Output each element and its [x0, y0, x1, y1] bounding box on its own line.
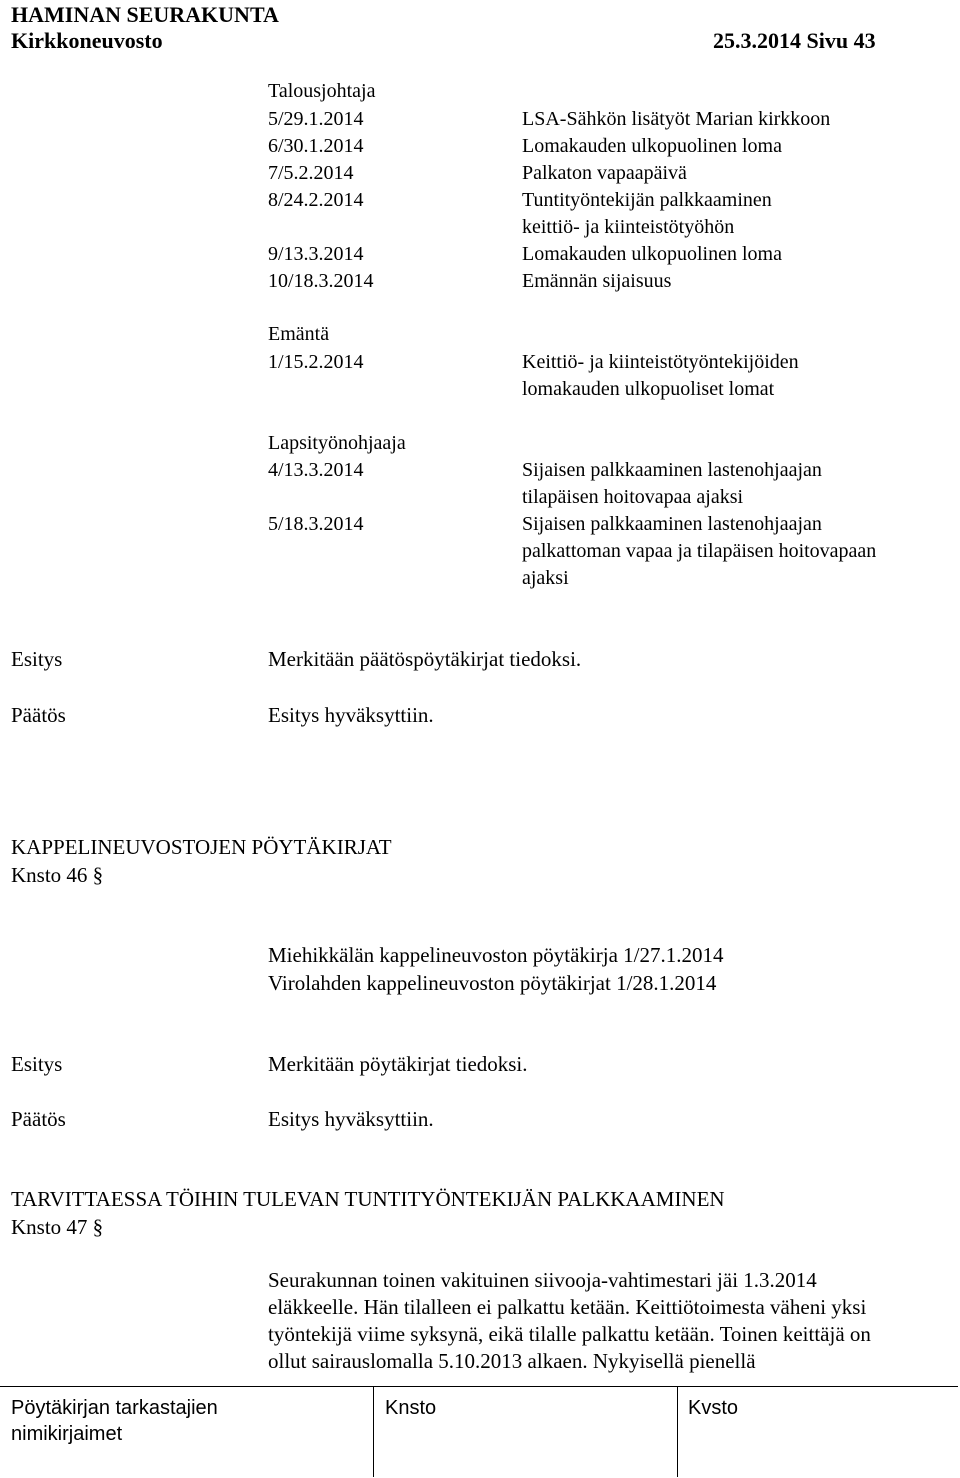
section-title: KAPPELINEUVOSTOJEN PÖYTÄKIRJAT: [11, 835, 392, 859]
footer-divider: [373, 1387, 374, 1477]
decision-date: 5/18.3.2014: [268, 513, 364, 535]
section-title: TARVITTAESSA TÖIHIN TULEVAN TUNTITYÖNTEKIJÄN PALKKAAMINEN: [11, 1187, 725, 1211]
signature-footer: [0, 1386, 958, 1477]
decision-heading-emanta: Emäntä: [268, 323, 330, 345]
knsto-paragraph: Knsto 47 §: [11, 1215, 104, 1239]
decision-text-cont: tilapäisen hoitovapaa ajaksi: [522, 486, 744, 508]
knsto-paragraph: Knsto 46 §: [11, 863, 104, 887]
esitys-text: Merkitään pöytäkirjat tiedoksi.: [268, 1052, 528, 1076]
decision-date: 4/13.3.2014: [268, 459, 364, 481]
decision-text-cont: keittiö- ja kiinteistötyöhön: [522, 216, 735, 238]
body-line: ollut sairauslomalla 5.10.2013 alkaen. Nykyisellä pienellä: [268, 1349, 756, 1373]
protocol-item: Miehikkälän kappelineuvoston pöytäkirja 1/27.1.2014: [268, 943, 724, 967]
decision-text: Emännän sijaisuus: [522, 270, 672, 292]
decision-date: 10/18.3.2014: [268, 270, 374, 292]
decision-text-cont: palkattoman vapaa ja tilapäisen hoitovapaan: [522, 540, 877, 562]
decision-text: Sijaisen palkkaaminen lastenohjaajan: [522, 459, 822, 481]
body-line: työntekijä viime syksynä, eikä tilalle palkattu ketään. Toinen keittäjä on: [268, 1322, 871, 1346]
org-name: HAMINAN SEURAKUNTA: [11, 2, 279, 27]
footer-divider: [677, 1387, 678, 1477]
paatos-label: Päätös: [11, 703, 66, 727]
decision-date: 7/5.2.2014: [268, 162, 354, 184]
decision-heading-lapsityonohjaaja: Lapsityönohjaaja: [268, 432, 406, 454]
esitys-text: Merkitään päätöspöytäkirjat tiedoksi.: [268, 647, 582, 671]
signature-knsto: Knsto: [385, 1397, 437, 1419]
esitys-label: Esitys: [11, 647, 63, 671]
paatos-text: Esitys hyväksyttiin.: [268, 703, 434, 727]
decision-date: 1/15.2.2014: [268, 351, 364, 373]
decision-text: Palkaton vapaapäivä: [522, 162, 687, 184]
paatos-label: Päätös: [11, 1107, 66, 1131]
decision-text: Sijaisen palkkaaminen lastenohjaajan: [522, 513, 822, 535]
decision-heading-talousjohtaja: Talousjohtaja: [268, 80, 376, 102]
body-line: Seurakunnan toinen vakituinen siivooja-vahtimestari jäi 1.3.2014: [268, 1268, 817, 1292]
decision-text: Keittiö- ja kiinteistötyöntekijöiden: [522, 351, 799, 373]
decision-date: 6/30.1.2014: [268, 135, 364, 157]
protocol-item: Virolahden kappelineuvoston pöytäkirjat 1/28.1.2014: [268, 971, 717, 995]
body-line: eläkkeelle. Hän tilalleen ei palkattu ketään. Keittiötoimesta väheni yksi: [268, 1295, 867, 1319]
paatos-text: Esitys hyväksyttiin.: [268, 1107, 434, 1131]
decision-text-cont: ajaksi: [522, 567, 569, 589]
decision-date: 5/29.1.2014: [268, 108, 364, 130]
esitys-label: Esitys: [11, 1052, 63, 1076]
decision-text: Lomakauden ulkopuolinen loma: [522, 135, 782, 157]
signature-label: Pöytäkirjan tarkastajien: [11, 1397, 218, 1419]
decision-date: 8/24.2.2014: [268, 189, 364, 211]
decision-text: Tuntityöntekijän palkkaaminen: [522, 189, 772, 211]
decision-date: 9/13.3.2014: [268, 243, 364, 265]
decision-text-cont: lomakauden ulkopuoliset lomat: [522, 378, 775, 400]
meeting-body: Kirkkoneuvosto: [11, 28, 163, 53]
date-page: 25.3.2014 Sivu 43: [713, 28, 876, 53]
signature-kvsto: Kvsto: [688, 1397, 739, 1419]
decision-text: LSA-Sähkön lisätyöt Marian kirkkoon: [522, 108, 831, 130]
decision-text: Lomakauden ulkopuolinen loma: [522, 243, 782, 265]
signature-label: nimikirjaimet: [11, 1423, 123, 1445]
